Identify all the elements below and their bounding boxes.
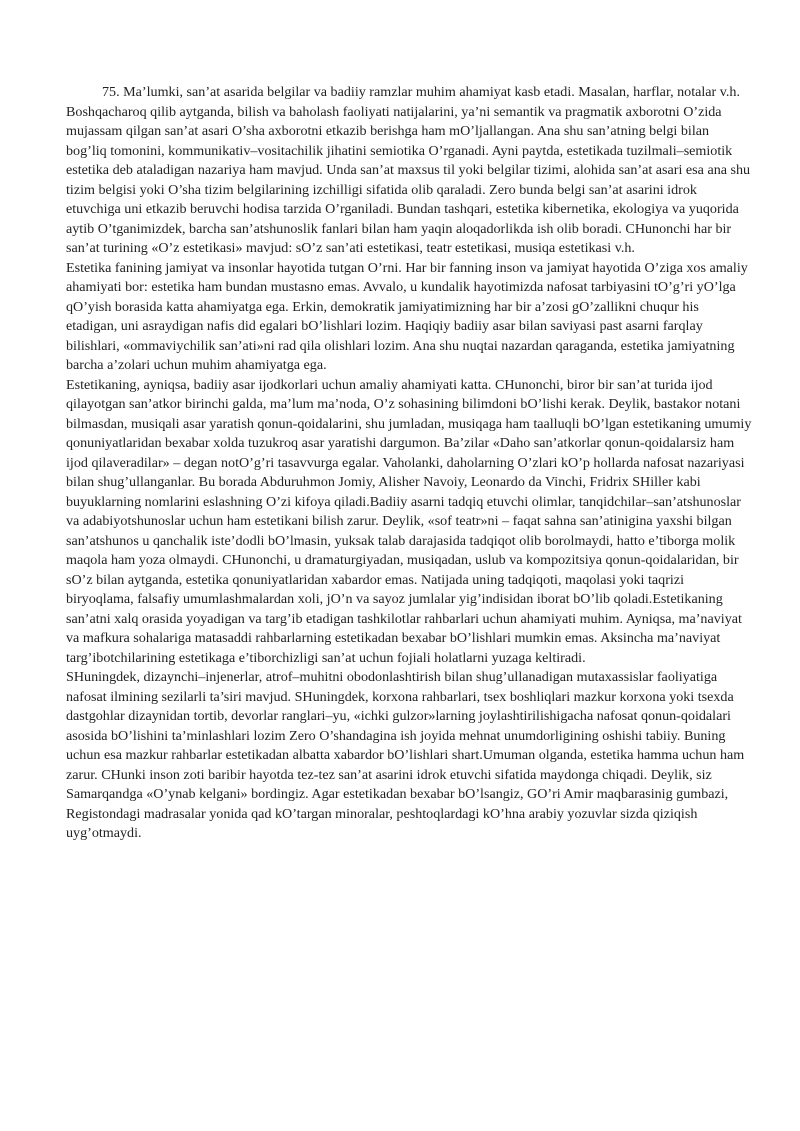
paragraph-semiotics: 75. Ma’lumki, san’at asarida belgilar va badiiy ramzlar muhim ahamiyat kasb etadi. Masalan, harflar, notalar v.h. Boshqacharoq qilib aytganda, bilish va baholash faoliyati natijalarini, ya’ni semantik va pragmatik axborotni O’zida mujassam qilgan san’at asari O’sha axborotni etkazib berishga ham mO’ljallangan. Ana shu san’atning belgi bilan bog’liq tomonini, kommunikativ–vositachilik jihatini semiotika O’rganadi. Ayni paytda, estetikada tuzilmali–semiotik estetika deb ataladigan nazariya ham mavjud. Unda san’at maxsus til yoki belgilar tizimi, alohida san’at asari esa ana shu tizim belgisi yoki O’sha tizim belgilarining izchilligi sifatida olib qaraladi. Zero bunda belgi san’at asarini idrok etuvchiga uni etkazib beruvchi hodisa tarzida O’rganiladi. Bundan tashqari, estetika kibernetika, ekologiya va yuqorida aytib O’tganimizdek, barcha san’atshunoslik fanlari bilan ham yaqin aloqadorlikda ish olib boradi. CHunonchi har bir san’at turining «O’z estetikasi» mavjud: sO’z san’ati estetikasi, teatr estetikasi, musiqa estetikasi v.h. [66,84,751,256]
paragraph-role-of-aesthetics: Estetika fanining jamiyat va insonlar hayotida tutgan O’rni. Har bir fanning inson va jamiyat hayotida O’ziga xos amaliy ahamiyati bor: estetika ham bundan mustasno emas. Avvalo, u kundalik hayotimizda nafosat tarbiyasini tO’g’ri yO’lga qO’yish borasida katta ahamiyatga ega. Erkin, demokratik jamiyatimizning har bir a’zosi gO’zallikni chuqur his etadigan, uni asraydigan nafis did egalari bO’lishlari lozim. Haqiqiy badiiy asar bilan saviyasi past asarni farqlay bilishlari, «ommaviychilik san’ati»ni rad qila olishlari lozim. Ana shu nuqtai nazardan qaraganda, estetika jamiyatning barcha a’zolari uchun muhim ahamiyatga ega. [66,259,748,373]
paragraph-aesthetics-for-everyone: SHuningdek, dizaynchi–injenerlar, atrof–muhitni obodonlashtirish bilan shug’ullanadigan mutaxassislar faoliyatiga nafosat ilmining sezilarli ta’siri mavjud. SHuningdek, korxona rahbarlari, tsex boshliqlari mazkur korxona yoki tsexda dastgohlar dizaynidan tortib, devorlar ranglari–yu, «ichki gulzor»larning joylashtirilishigacha nafosat qonun-qoidalari asosida bO’lishini ta’minlashlari lozim Zero O’shandagina ish joyida mehnat unumdorligining oshishi tabiiy. Buning uchun esa mazkur rahbarlar estetikadan albatta xabardor bO’lishlari shart.Umuman olganda, estetika hamma uchun ham zarur. CHunki inson zoti baribir hayotda tez-tez san’at asarini idrok etuvchi sifatida maydonga chiqadi. Deylik, siz Samarqandga «O’ynab kelgani» bordingiz. Agar estetikadan bexabar bO’lsangiz, GO’ri Amir maqbarasinig gumbazi, Registondagi madrasalar yonida qad kO’targan minoralar, peshtoqlardagi kO’hna arabiy yozuvlar sizda qiziqish uyg’otmaydi. [66,669,745,841]
paragraph-aesthetics-for-creators: Estetikaning, ayniqsa, badiiy asar ijodkorlari uchun amaliy ahamiyati katta. CHunonchi, biror bir san’at turida ijod qilayotgan san’atkor birinchi galda, ma’lum ma’noda, O’z sohasining bilimdoni bO’lishi kerak. Deylik, bastakor notani bilmasdan, musiqali asar yaratish qonun-qoidalarini, shu jumladan, musiqaga ham taalluqli bO’lgan estetikaning umumiy qonuniyatlaridan bexabar xolda tuzukroq asar yaratishi dargumon. Ba’zilar «Daho san’atkorlar qonun-qoidalarsiz ham ijod qilaveradilar» – degan notO’g’ri tasavvurga egalar. Vaholanki, daholarning O’zlari kO’p hollarda nafosat nazariyasi bilan shug’ullanganlar. Bu borada Abduruhmon Jomiy, Alisher Navoiy, Leonardo da Vinchi, Fridrix SHiller kabi buyuklarning nomlarini eslashning O’zi kifoya qiladi.Badiiy asarni tadqiq etuvchi olimlar, tanqidchilar–san’atshunoslar va adabiyotshunoslar uchun ham estetikani bilish zarur. Deylik, «sof teatr»ni – faqat sahna san’atinigina yaxshi bilgan san’atshunos u qanchalik iste’dodli bO’lmasin, yuksak talab darajasida tadqiqot olib borolmaydi, hatto e’tiborga molik maqola ham yoza olmaydi. CHunonchi, u dramaturgiyadan, musiqadan, uslub va kompozitsiya qonun-qoidalaridan, bir sO’z bilan aytganda, estetika qonuniyatlaridan xabardor emas. Natijada uning tadqiqoti, maqolasi yoki taqrizi biryoqlama, falsafiy umumlashmalardan xoli, jO’n va sayoz jumlalar yig’indisidan iborat bO’lib qoladi.Estetikaning san’atni xalq orasida yoyadigan va targ’ib etadigan tashkilotlar rahbarlari uchun ahamiyati muhim. Ayniqsa, ma’naviyat va mafkura sohalariga matasaddi rahbarlarning estetikadan bexabar bO’lishlari mumkin emas. Aksincha ma’naviyat targ’ibotchilarining estetikaga e’tiborchizligi san’at uchun fojiali holatlarni yuzaga keltiradi. [66,376,752,666]
document-body [66,83,752,844]
